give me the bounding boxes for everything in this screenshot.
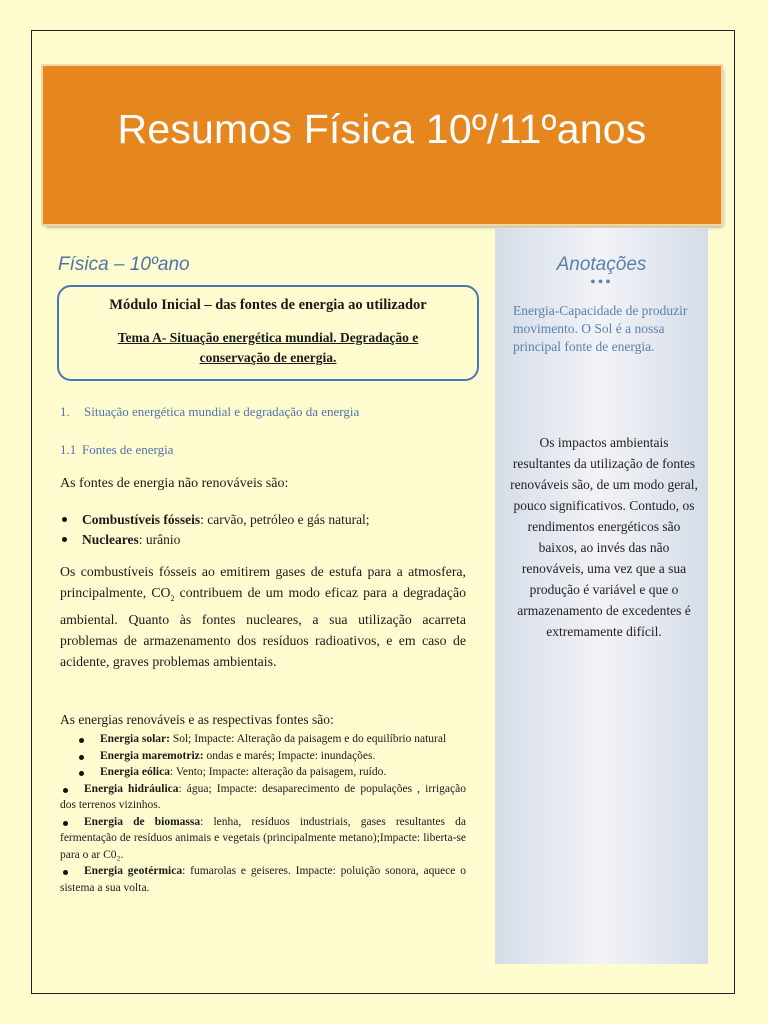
- list-item: [60, 814, 466, 864]
- list-item-desc: Sol; Impacte: Alteração da paisagem e do equilíbrio natural: [169, 733, 447, 745]
- list-item-term: Energia maremotriz:: [100, 749, 204, 762]
- page-title: Resumos Física 10º/11ºanos: [117, 106, 647, 152]
- list-item-desc: : lenha, resíduos industriais, gases resultantes da fermentação de resíduos animais e vegetais (principalmente metano);Impacte: liberta-se para o ar C0₂.: [60, 815, 466, 861]
- section-heading: Física – 10ºano: [58, 254, 190, 275]
- list-item: [60, 510, 370, 530]
- subsection-number: 1.: [60, 404, 70, 419]
- paragraph-text: Os combustíveis fósseis ao emitirem gases de estufa para a atmosfera, principalmente, CO: [60, 564, 466, 600]
- sidebar-note-impacts: Os impactos ambientais resultantes da utilização de fontes renováveis são, de um modo geral, pouco significativos. Contudo, os rendimentos energéticos são baixos, ao invés das não renováveis, uma vez que a sua produção é variável e que o armazenamento de excedentes é extremamente difícil.: [510, 435, 698, 639]
- subsection-title: Situação energética mundial e degradação da energia: [84, 404, 360, 419]
- list-item-term: Energia hidráulica: [84, 782, 179, 795]
- list-item-desc: : fumarolas e geiseres. Impacte: poluição sonora, aquece o sistema a sua volta.: [60, 865, 466, 894]
- list-item-term: Energia geotérmica: [84, 865, 183, 877]
- list-item: [60, 863, 466, 896]
- subsection-number: 1.1: [60, 442, 77, 457]
- title-banner: [43, 66, 721, 224]
- module-title: Módulo Inicial – das fontes de energia ao utilizador: [109, 297, 427, 313]
- list-item-desc: ondas e marés; Impacte: inundações.: [203, 749, 376, 762]
- paragraph-text: contribuem de um modo eficaz para a degradação ambiental. Quanto às fontes nucleares, a sua utilização acarreta problemas de armazenamento dos resíduos radioativos, e em caso de acidente, graves problemas ambientais.: [60, 585, 467, 669]
- paragraph-subscript: 2: [170, 593, 175, 603]
- list-item-desc: : urânio: [138, 532, 181, 547]
- subsection-1-1: [60, 442, 173, 458]
- list-item-desc: : água; Impacte: desaparecimento de populações , irrigação dos terrenos vizinhos.: [60, 782, 466, 811]
- list-item: [76, 748, 466, 765]
- subsection-1: [60, 404, 359, 420]
- list-item-desc: : carvão, petróleo e gás natural;: [200, 512, 370, 527]
- list-item-term: Energia solar:: [100, 733, 170, 745]
- subsection-title: Fontes de energia: [82, 442, 174, 457]
- sidebar-note-energy: Energia-Capacidade de produzir movimento. O Sol é a nossa principal fonte de energia.: [513, 303, 688, 354]
- sidebar-heading: Anotações: [556, 254, 647, 275]
- annotations-sidebar: [495, 228, 708, 964]
- list-item-term: Energia de biomassa: [84, 815, 201, 828]
- sidebar-dots: •••: [590, 274, 613, 291]
- list-item-term: Nucleares: [82, 532, 139, 547]
- list-item: [76, 764, 466, 781]
- list-item: [60, 530, 370, 550]
- module-theme: Tema A- Situação energética mundial. Degradação e conservação de energia.: [117, 330, 419, 365]
- list-item-desc: : Vento; Impacte: alteração da paisagem, ruído.: [169, 766, 387, 778]
- non-renewable-list: [60, 510, 370, 550]
- non-renewable-intro: As fontes de energia não renováveis são:: [60, 476, 289, 491]
- list-item: [76, 731, 466, 748]
- renewable-intro: As energias renováveis e as respectivas fontes são:: [60, 712, 334, 727]
- module-box: [57, 285, 479, 381]
- list-item-term: Combustíveis fósseis: [82, 512, 201, 527]
- renewable-list: [60, 731, 466, 896]
- fossil-nuclear-paragraph: [60, 561, 466, 672]
- list-item-term: Energia eólica: [100, 766, 170, 778]
- list-item: [60, 781, 466, 814]
